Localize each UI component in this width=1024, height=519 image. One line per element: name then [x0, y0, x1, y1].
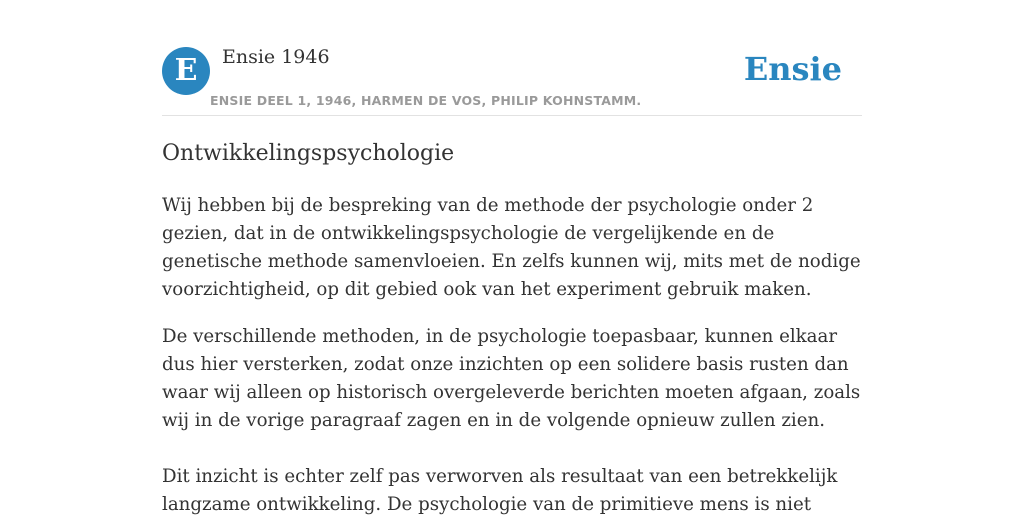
brand-logo[interactable]: Ensie	[743, 50, 842, 88]
article-paragraph-3: Dit inzicht is echter zelf pas verworven als resultaat van een betrekkelijk langzame ontwikkeling. De psychologie van de primitieve mens is niet	[162, 466, 838, 515]
article-title: Ontwikkelingspsychologie	[162, 141, 455, 166]
site-title[interactable]: Ensie 1946	[222, 46, 330, 68]
source-subtitle: ENSIE DEEL 1, 1946, HARMEN DE VOS, PHILIP KOHNSTAMM.	[210, 93, 642, 108]
article-paragraph-1: Wij hebben bij de bespreking van de methode der psychologie onder 2 gezien, dat in de ontwikkelingspsychologie de vergelijkende en de genetische methode samenvloeien. En zelfs kunnen wij, mits met de nodige voorzichtigheid, op dit gebied ook van het experiment gebruik maken.	[162, 195, 861, 300]
article-paragraph-2: De verschillende methoden, in de psychologie toepasbaar, kunnen elkaar dus hier versterken, zodat onze inzichten op een solidere basis rusten dan waar wij alleen op historisch overgeleverde berichten moeten afgaan, zoals wij in de vorige paragraaf zagen en in de volgende opnieuw zullen zien.	[162, 326, 861, 431]
ensie-logo-icon[interactable]: E	[162, 47, 210, 95]
header-divider	[162, 115, 862, 116]
